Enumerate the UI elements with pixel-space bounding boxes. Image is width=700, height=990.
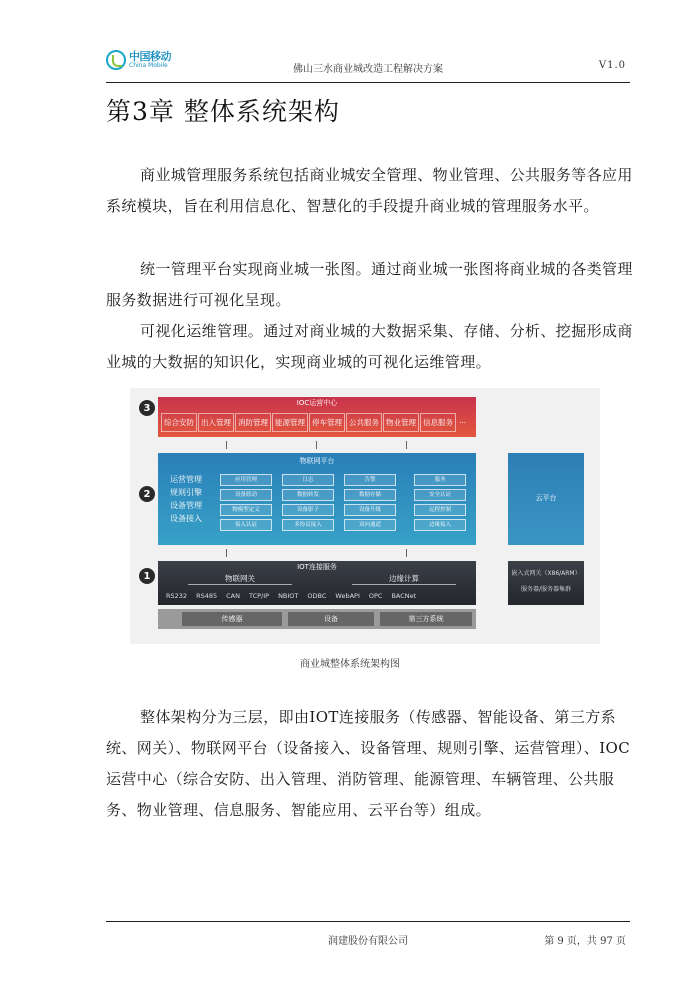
protocol-label: BACNet	[391, 592, 417, 600]
platform-cell: 设备联动	[220, 489, 272, 501]
ioc-item: 出入管理	[198, 413, 234, 432]
platform-cell: 告警	[344, 474, 396, 486]
device-equipment: 设备	[288, 612, 374, 626]
page-footer	[106, 921, 630, 947]
ioc-item: 能源管理	[272, 413, 308, 432]
platform-cell: 日志	[282, 474, 334, 486]
protocol-label: OPC	[368, 592, 383, 600]
device-strip	[158, 609, 476, 629]
platform-label: 规则引擎	[170, 488, 202, 497]
iot-connection-layer	[158, 561, 476, 605]
paragraph-unified-map: 统一管理平台实现商业城一张图。通过商业城一张图将商业城的各类管理服务数据进行可视化呈现。	[106, 260, 633, 309]
paragraph-intro: 商业城管理服务系统包括商业城安全管理、物业管理、公共服务等各应用系统模块，旨在利用信息化、智慧化的手段提升商业城的管理服务水平。	[106, 166, 633, 215]
protocol-label: TCP/IP	[248, 592, 270, 600]
edge-server-text: 服务器/服务器集群	[520, 586, 572, 593]
figure-caption: 商业城整体系统架构图	[300, 659, 400, 670]
platform-cell: 服务	[414, 474, 466, 486]
ioc-layer	[158, 397, 476, 437]
connector-line	[226, 441, 227, 449]
protocol-label: WebAPI	[335, 592, 360, 600]
company-name: 润建股份有限公司	[328, 936, 408, 947]
connector-line	[226, 549, 227, 557]
ioc-item: 消防管理	[235, 413, 271, 432]
ioc-layer-title: IOC运营中心	[296, 399, 338, 407]
ioc-item: 信息服务	[420, 413, 456, 432]
logo-cn-text: 中国移动	[129, 50, 171, 63]
chapter-title: 第3章 整体系统架构	[106, 97, 340, 126]
device-sensor: 传感器	[182, 612, 282, 626]
iot-connection-title: IOT连接服务	[297, 563, 337, 571]
iot-platform-layer	[158, 453, 476, 545]
architecture-diagram	[130, 388, 600, 644]
logo-en-text: China Mobile	[129, 62, 168, 69]
protocol-label: RS485	[196, 592, 218, 600]
page-header	[106, 46, 630, 83]
ioc-item: 停车管理	[309, 413, 345, 432]
paragraph-summary: 整体架构分为三层，即由IOT连接服务（传感器、智能设备、第三方系统、网关）、物联网平台（设备接入、设备管理、规则引擎、运营管理）、IOC运营中心（综合安防、出入管理、消防管理、能源管理、车辆管理、公共服务、物业管理、信息服务、智能应用、云平台等）组成。	[106, 708, 631, 819]
platform-cell: 物模型定义	[220, 504, 272, 516]
page-number: 第 9 页，共 97 页	[544, 936, 626, 947]
iot-platform-title: 物联网平台	[299, 457, 335, 465]
cloud-platform-box	[508, 453, 584, 545]
platform-cell: 安全认证	[414, 489, 466, 501]
platform-label: 设备接入	[170, 514, 202, 523]
platform-label: 设备管理	[170, 501, 202, 510]
protocol-label: RS232	[166, 592, 188, 600]
document-title: 佛山三水商业城改造工程解决方案	[293, 64, 443, 75]
platform-cell: 边缘接入	[414, 519, 466, 531]
layer-2-number: 2	[139, 486, 155, 502]
layer-3-number: 3	[139, 400, 155, 416]
ioc-item: 综合安防	[161, 413, 197, 432]
gateway-label: 物联网关	[188, 573, 292, 585]
connector-line	[406, 549, 407, 557]
protocol-label: ODBC	[307, 592, 327, 600]
platform-cell: 设备升级	[344, 504, 396, 516]
paragraph-visual-ops: 可视化运维管理。通过对商业城的大数据采集、存储、分析、挖掘形成商业城的大数据的知识化，实现商业城的可视化运维管理。	[106, 322, 633, 371]
platform-cell: 接入认证	[220, 519, 272, 531]
platform-cell: 远程控制	[414, 504, 466, 516]
platform-cell: 多协议接入	[282, 519, 334, 531]
platform-label: 运营管理	[170, 475, 202, 484]
ioc-item-more: ...	[459, 416, 467, 425]
connector-line	[406, 441, 407, 449]
cloud-platform-label: 云平台	[535, 494, 557, 502]
protocol-label: NBIOT	[278, 592, 299, 600]
document-version: V1.0	[598, 60, 626, 71]
platform-cell: 数据转发	[282, 489, 334, 501]
ioc-item: 公共服务	[346, 413, 382, 432]
edge-compute-label: 边缘计算	[352, 573, 456, 585]
platform-cell: 设备影子	[282, 504, 334, 516]
platform-cell: 数据存储	[344, 489, 396, 501]
edge-gateway-text: 嵌入式网关（X86/ARM）	[511, 570, 581, 577]
ioc-item: 物业管理	[383, 413, 419, 432]
edge-server-box	[508, 561, 584, 605]
device-third-party: 第三方系统	[380, 612, 472, 626]
platform-cell: 应用管理	[220, 474, 272, 486]
connector-line	[316, 441, 317, 449]
platform-cell: 双向通道	[344, 519, 396, 531]
layer-1-number: 1	[139, 568, 155, 584]
protocol-label: CAN	[226, 592, 240, 600]
